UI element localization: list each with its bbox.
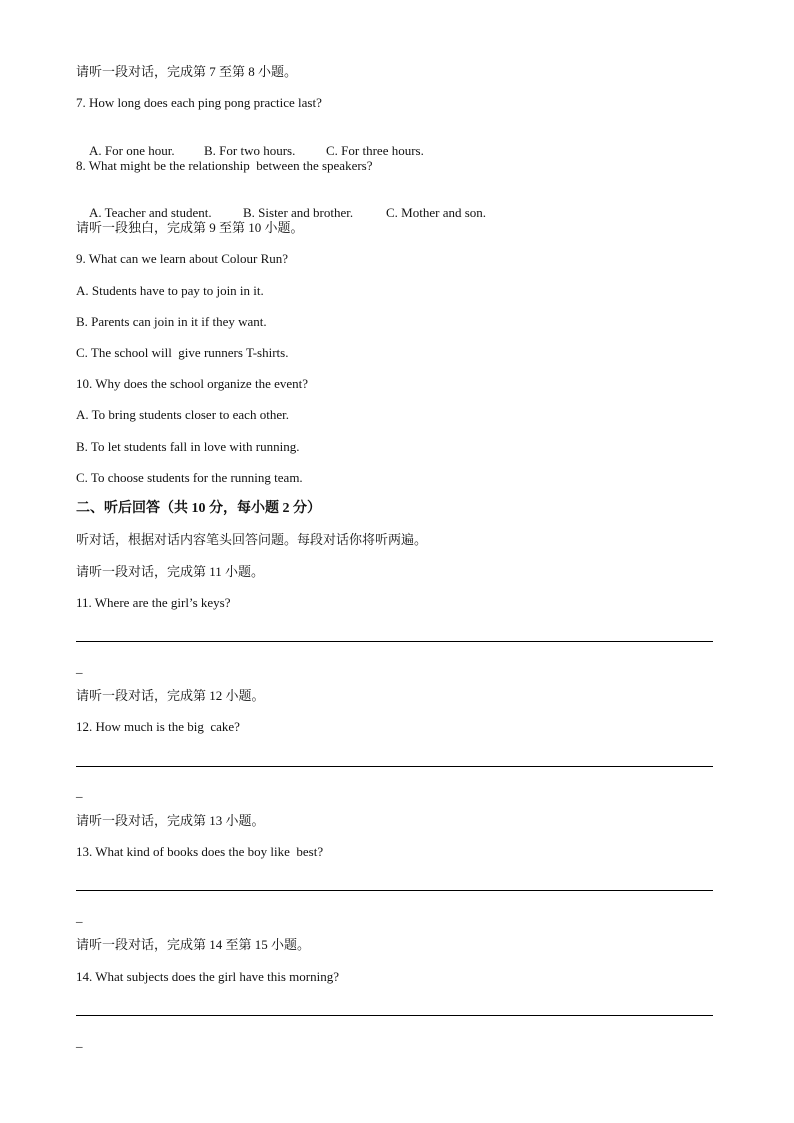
instruction-q14-15: 请听一段对话，完成第 14 至第 15 小题。 bbox=[76, 937, 311, 952]
option-10b: B. To let students fall in love with running. bbox=[76, 439, 300, 454]
option-9a: A. Students have to pay to join in it. bbox=[76, 283, 264, 298]
option-7c: C. For three hours. bbox=[326, 143, 424, 158]
section-instructions: 听对话，根据对话内容笔头回答问题。每段对话你将听两遍。 bbox=[76, 532, 428, 547]
answer-line-11[interactable] bbox=[76, 641, 713, 642]
question-14: 14. What subjects does the girl have this morning? bbox=[76, 969, 339, 984]
option-7b: B. For two hours. bbox=[204, 143, 296, 158]
question-11: 11. Where are the girl’s keys? bbox=[76, 595, 231, 610]
instruction-q12: 请听一段对话，完成第 12 小题。 bbox=[76, 688, 265, 703]
question-9: 9. What can we learn about Colour Run? bbox=[76, 251, 289, 266]
option-9b: B. Parents can join in it if they want. bbox=[76, 314, 267, 329]
question-12: 12. How much is the big cake? bbox=[76, 719, 240, 734]
option-9c: C. The school will give runners T-shirts. bbox=[76, 345, 289, 360]
answer-line-12[interactable] bbox=[76, 766, 713, 767]
answer-line-13[interactable] bbox=[76, 890, 713, 891]
question-7: 7. How long does each ping pong practice last? bbox=[76, 95, 322, 110]
answer-mark-11: _ bbox=[76, 660, 83, 675]
instruction-q13: 请听一段对话，完成第 13 小题。 bbox=[76, 813, 265, 828]
answer-mark-14: _ bbox=[76, 1034, 83, 1049]
instruction-q11: 请听一段对话，完成第 11 小题。 bbox=[76, 564, 265, 579]
answer-line-14[interactable] bbox=[76, 1015, 713, 1016]
instruction-q9-10: 请听一段独白，完成第 9 至第 10 小题。 bbox=[76, 220, 304, 235]
option-8a: A. Teacher and student. bbox=[89, 205, 212, 220]
answer-mark-13: _ bbox=[76, 909, 83, 924]
option-10c: C. To choose students for the running team. bbox=[76, 470, 303, 485]
section-heading: 二、听后回答（共 10 分，每小题 2 分） bbox=[76, 501, 321, 516]
instruction-q7-8: 请听一段对话，完成第 7 至第 8 小题。 bbox=[76, 64, 298, 79]
option-7a: A. For one hour. bbox=[89, 143, 175, 158]
answer-mark-12: _ bbox=[76, 784, 83, 799]
question-8: 8. What might be the relationship between the speakers? bbox=[76, 158, 373, 173]
question-10: 10. Why does the school organize the event? bbox=[76, 376, 309, 391]
option-8c: C. Mother and son. bbox=[386, 205, 487, 220]
option-8b: B. Sister and brother. bbox=[243, 205, 354, 220]
question-13: 13. What kind of books does the boy like best? bbox=[76, 844, 324, 859]
option-10a: A. To bring students closer to each other. bbox=[76, 407, 289, 422]
